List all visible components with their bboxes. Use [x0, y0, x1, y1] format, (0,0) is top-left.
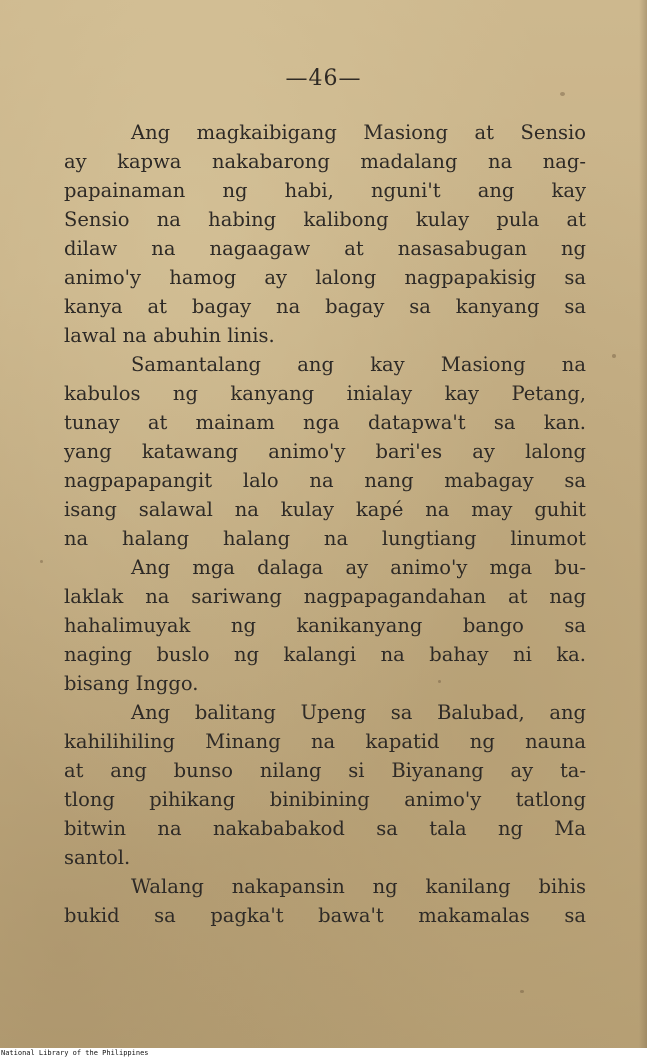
text-line: Ang balitang Upeng sa Balubad, ang: [131, 701, 586, 724]
text-line: Ang magkaibigang Masiong at Sensio: [131, 121, 586, 144]
text-line: Samantalang ang kay Masiong na: [131, 353, 586, 376]
text-line: tunay at mainam nga datapwa't sa kan.: [64, 411, 586, 434]
text-line: santol.: [64, 846, 131, 869]
text-line: kahilihiling Minang na kapatid ng nauna: [64, 730, 586, 753]
text-line: naging buslo ng kalangi na bahay ni ka.: [64, 643, 586, 666]
text-line: papainaman ng habi, nguni't ang kay: [64, 179, 586, 202]
body-text: [64, 118, 586, 930]
text-line: tlong pihikang binibining animo'y tatlong: [64, 788, 586, 811]
text-line: isang salawal na kulay kapé na may guhit: [64, 498, 586, 521]
page-number: —46—: [285, 66, 362, 91]
page-edge-shadow: [639, 0, 647, 1048]
text-line: Ang mga dalaga ay animo'y mga bu-: [131, 556, 586, 579]
text-line: kanya at bagay na bagay sa kanyang sa: [64, 295, 586, 318]
paper-speck: [520, 990, 524, 993]
text-line: bukid sa pagka't bawa't makamalas sa: [64, 904, 586, 927]
paper-speck: [40, 560, 43, 563]
text-line: laklak na sariwang nagpapagandahan at nag: [64, 585, 586, 608]
text-line: Walang nakapansin ng kanilang bihis: [131, 875, 586, 898]
text-line: bitwin na nakababakod sa tala ng Ma: [64, 817, 586, 840]
paper-speck: [612, 354, 616, 358]
text-line: nagpapapangit lalo na nang mabagay sa: [64, 469, 586, 492]
text-line: lawal na abuhin linis.: [64, 324, 275, 347]
paper-speck: [560, 92, 565, 96]
text-line: yang katawang animo'y bari'es ay lalong: [64, 440, 586, 463]
text-line: dilaw na nagaagaw at nasasabugan ng: [64, 237, 586, 260]
text-line: animo'y hamog ay lalong nagpapakisig sa: [64, 266, 586, 289]
text-line: bisang Inggo.: [64, 672, 199, 695]
text-line: kabulos ng kanyang inialay kay Petang,: [64, 382, 586, 405]
text-line: na halang halang na lungtiang linumot: [64, 527, 586, 550]
text-line: at ang bunso nilang si Biyanang ay ta-: [64, 759, 586, 782]
text-line: Sensio na habing kalibong kulay pula at: [64, 208, 586, 231]
text-line: hahalimuyak ng kanikanyang bango sa: [64, 614, 586, 637]
text-line: ay kapwa nakabarong madalang na nag-: [64, 150, 586, 173]
library-credit: National Library of the Philippines: [1, 1049, 149, 1057]
